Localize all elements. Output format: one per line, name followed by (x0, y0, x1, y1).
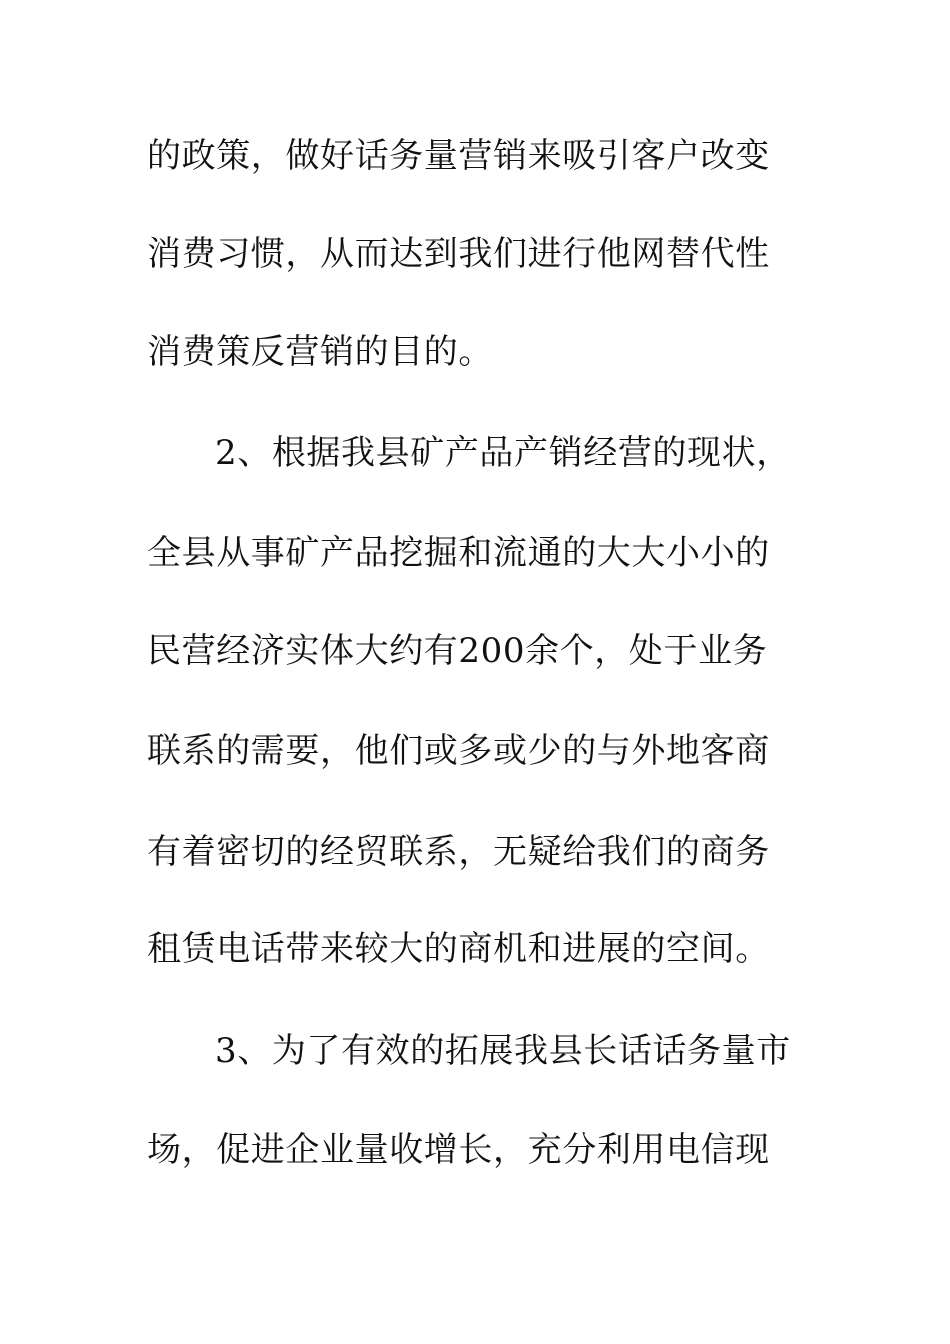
paragraph-3-first-line: 3、为了有效的拓展我县长话话务量市 (215, 1031, 791, 1071)
text-line: 租赁电话带来较大的商机和进展的空间。 (147, 929, 770, 969)
text-line: 的政策，做好话务量营销来吸引客户改变 (147, 136, 770, 176)
text-line: 消费习惯，从而达到我们进行他网替代性 (147, 234, 770, 274)
text-line: 消费策反营销的目的。 (147, 332, 493, 372)
text-line: 有着密切的经贸联系，无疑给我们的商务 (147, 832, 770, 872)
text-line: 全县从事矿产品挖掘和流通的大大小小的 (147, 533, 770, 573)
text-line: 民营经济实体大约有200余个，处于业务 (147, 631, 768, 671)
paragraph-2-first-line: 2、根据我县矿产品产销经营的现状， (215, 433, 791, 473)
text-line: 场，促进企业量收增长，充分利用电信现 (147, 1130, 770, 1170)
text-line: 联系的需要，他们或多或少的与外地客商 (147, 731, 770, 771)
